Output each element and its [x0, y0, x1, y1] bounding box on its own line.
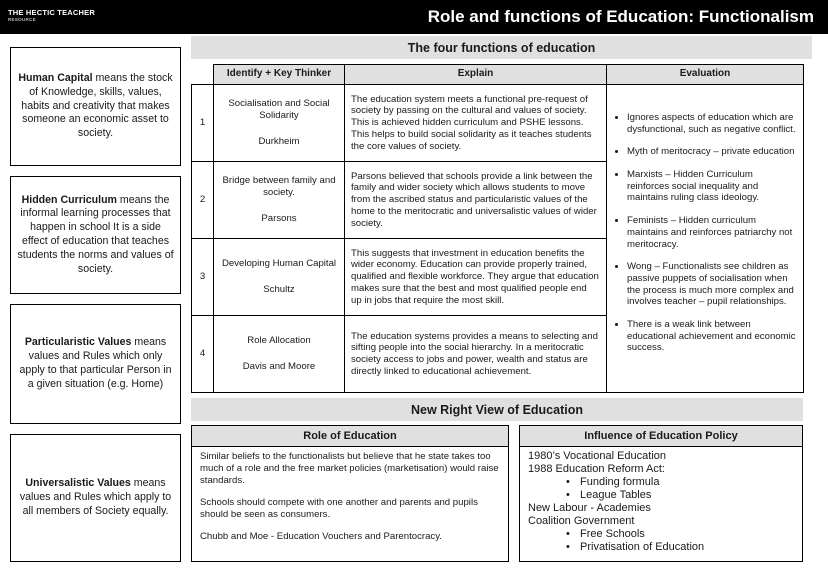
evaluation-list [613, 112, 797, 354]
policy-sub-item [528, 489, 794, 502]
evaluation-point: • There is a weak link between educational achievement and economic success. [627, 319, 797, 354]
bullet-icon: • [566, 527, 570, 540]
explain-cell: The education systems provides a means to selecting and sifting people into the social hierarchy. In a meritocratic society access to jobs and power, wealth and status are directly linked to educational achievement. [345, 316, 607, 393]
evaluation-point: • Myth of meritocracy – private education [627, 146, 797, 158]
explain-cell: Parsons believed that schools provide a link between the family and wider society which allows students to move from the ascribed status and particularistic values of the home to the meritocratic and universalistic values of wider society. [345, 162, 607, 239]
identify-column-header: Identify + Key Thinker [214, 65, 345, 85]
header-bar [0, 0, 828, 34]
function-name: Role Allocation [247, 335, 311, 347]
evaluation-point: • Feminists – Hidden curriculum maintains and reinforces patriarchy not meritocracy. [627, 215, 797, 250]
definition-term: Human Capital [18, 72, 93, 85]
explain-column-header: Explain [345, 65, 607, 85]
definition-text: means values and Rules which apply to all members of Society equally. [19, 477, 172, 517]
explain-cell: This suggests that investment in education benefits the wider economy. Education can provide properly trained, qualified and flexible workforce. They argue that education makes sure that the best and most qualified people end up in jobs that require the most skill. [345, 239, 607, 316]
brand-subtitle: RESOURCE [8, 16, 36, 22]
function-cell [214, 316, 345, 393]
policy-text: Funding formula [580, 475, 660, 488]
bullet-icon: • [566, 488, 570, 501]
definition-term: Universalistic Values [25, 477, 131, 490]
definition-text: means the informal learning processes that happen in school It is a side effect of education that teaches students the norms and values of society. [17, 193, 174, 275]
education-policy-list [520, 447, 802, 557]
table-row [192, 85, 804, 162]
policy-text: Privatisation of Education [580, 540, 705, 553]
policy-item: 1980’s Vocational Education [528, 450, 667, 462]
role-paragraph: Similar beliefs to the functionalists but believe that he state takes too much of a role and the free market policies (marketisation) would raise standards. [200, 451, 499, 486]
evaluation-point: • Marxists – Hidden Curriculum reinforces social inequality and maintains ruling class ideology. [627, 169, 797, 204]
function-name: Developing Human Capital [221, 258, 337, 270]
brand-logo [8, 9, 95, 22]
evaluation-column-header: Evaluation [607, 65, 804, 85]
function-name: Socialisation and Social Solidarity [228, 98, 330, 122]
function-cell [214, 85, 345, 162]
page-title: Role and functions of Education: Functionalism [427, 7, 814, 26]
policy-item: New Labour - Academies [528, 501, 651, 514]
role-paragraph: Chubb and Moe - Education Vouchers and Parentocracy. [200, 530, 442, 542]
evaluation-point: • Ignores aspects of education which are dysfunctional, such as negative conflict. [627, 112, 797, 135]
definition-universalistic-values [10, 434, 181, 562]
key-thinker: Schultz [263, 284, 295, 295]
definition-text: means the stock of Knowledge, skills, values, habits and creativity that makes someone an economic asset to society. [21, 72, 173, 140]
number-column-header [192, 65, 214, 85]
new-right-heading: New Right View of Education [191, 398, 803, 421]
function-cell [214, 239, 345, 316]
education-policy-panel [519, 425, 803, 562]
policy-item: 1988 Education Reform Act: [528, 462, 665, 475]
role-of-education-body [192, 447, 508, 557]
function-cell [214, 162, 345, 239]
role-paragraph: Schools should compete with one another and parents and pupils should be seen as consumers. [200, 496, 478, 520]
four-functions-heading: The four functions of education [191, 36, 812, 59]
table-header-row [192, 65, 804, 85]
definition-term: Particularistic Values [24, 336, 132, 349]
definition-term: Hidden Curriculum [21, 193, 117, 206]
brand-name: THE HECTIC TEACHER [8, 8, 95, 17]
policy-text: Free Schools [580, 527, 645, 540]
bullet-icon: • [566, 475, 570, 488]
row-number: 2 [192, 162, 214, 239]
role-of-education-heading: Role of Education [192, 426, 508, 447]
role-of-education-panel [191, 425, 509, 562]
policy-sub-item [528, 541, 794, 554]
definition-hidden-curriculum [10, 176, 181, 294]
function-name: Bridge between family and society. [222, 175, 336, 199]
definition-text: means values and Rules which only apply to that particular Person in a given situation (e.g. Home) [19, 336, 172, 390]
bullet-icon: • [566, 540, 570, 553]
key-thinker: Davis and Moore [242, 361, 316, 372]
education-policy-heading: Influence of Education Policy [520, 426, 802, 447]
explain-cell: The education system meets a functional pre-request of society by passing on the cultural and values of society. This is achieved hidden curriculum and PSHE lessons. This helps to build social solidarity as it teaches students the core values of society. [345, 85, 607, 162]
four-functions-table [191, 64, 804, 393]
definition-particularistic-values [10, 304, 181, 424]
row-number: 1 [192, 85, 214, 162]
evaluation-point: • Wong – Functionalists see children as passive puppets of socialisation when the process is much more complex and involves teacher – pupil relationships. [627, 261, 797, 308]
policy-text: League Tables [580, 488, 652, 501]
policy-sub-item [528, 528, 794, 541]
row-number: 3 [192, 239, 214, 316]
row-number: 4 [192, 316, 214, 393]
definition-human-capital [10, 47, 181, 166]
policy-sub-item [528, 476, 794, 489]
policy-item: Coalition Government [528, 514, 635, 527]
key-thinker: Parsons [261, 212, 297, 224]
evaluation-cell [607, 85, 804, 393]
key-thinker: Durkheim [258, 135, 300, 147]
